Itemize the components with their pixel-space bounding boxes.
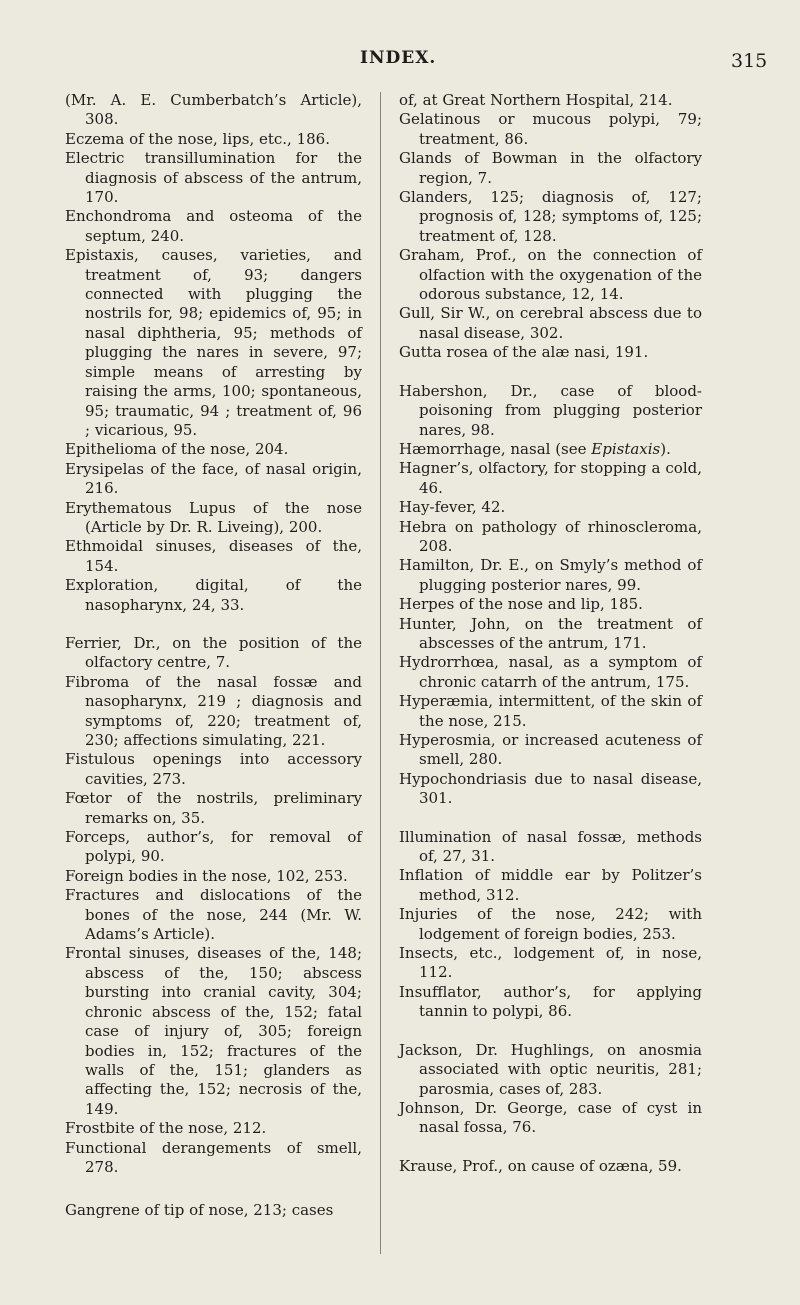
column-divider	[380, 92, 381, 1254]
index-entry: Hagner’s, olfactory, for stopping a cold, 46.	[399, 459, 702, 497]
entry-text: ).	[660, 439, 671, 458]
cross-reference: Epistaxis	[591, 439, 661, 458]
index-entry: Hyperæmia, intermittent, of the skin of the nose, 215.	[399, 692, 702, 730]
index-entry: Erysipelas of the face, of nasal origin, 216.	[65, 459, 362, 498]
index-entry: Foreign bodies in the nose, 102, 253.	[65, 866, 348, 885]
index-entry: Frostbite of the nose, 212.	[65, 1119, 267, 1138]
index-entry: Graham, Prof., on the connection of olfaction with the oxygenation of the odorous substance, 12, 14.	[399, 246, 702, 304]
page-header	[0, 48, 800, 78]
index-entry: Erythematous Lupus of the nose (Article by Dr. R. Liveing), 200.	[65, 498, 362, 536]
index-entry: Gangrene of tip of nose, 213; cases	[65, 1201, 334, 1220]
index-entry: Glands of Bowman in the olfactory region, 7.	[399, 149, 702, 187]
index-entry: Exploration, digital, of the nasopharynx, 24, 33.	[65, 576, 362, 614]
index-entry: Glanders, 125; diagnosis of, 127; prognosis of, 128; symptoms of, 125; treatment of, 128.	[399, 188, 702, 245]
running-title: INDEX.	[360, 48, 437, 68]
index-entry: (Mr. A. E. Cumberbatch’s Article), 308.	[65, 91, 362, 129]
index-entry: Eczema of the nose, lips, etc., 186.	[65, 129, 330, 148]
index-entry: Enchondroma and osteoma of the septum, 240.	[65, 207, 362, 245]
index-entry: Inflation of middle ear by Politzer’s method, 312.	[399, 866, 702, 904]
index-entry: Hay-fever, 42.	[399, 498, 506, 517]
index-entry: Johnson, Dr. George, case of cyst in nasal fossa, 76.	[399, 1098, 702, 1137]
index-entry: Fœtor of the nostrils, preliminary remarks on, 35.	[65, 789, 362, 827]
index-entry: Frontal sinuses, diseases of the, 148; abscess of the, 150; abscess bursting into cranial cavity, 304; chronic abscess of the, 152; fatal case of injury of, 305; foreign bodies in, 152; fractures of the walls of the, 151; glanders as affecting the, 152; necrosis of the, 149.	[65, 944, 362, 1118]
entry-text: Hæmorrhage, nasal (see	[399, 439, 592, 458]
index-entry: Krause, Prof., on cause of ozæna, 59.	[399, 1156, 682, 1175]
index-column-left	[65, 91, 362, 1221]
index-entry: Epithelioma of the nose, 204.	[65, 440, 289, 459]
index-entry: Forceps, author’s, for removal of polypi, 90.	[65, 828, 362, 866]
index-entry: Ethmoidal sinuses, diseases of the, 154.	[65, 537, 362, 575]
index-entry: Hunter, John, on the treatment of abscesses of the antrum, 171.	[399, 614, 702, 652]
index-entry: Jackson, Dr. Hughlings, on anosmia associated with optic neuritis, 281; parosmia, cases of, 283.	[399, 1040, 702, 1098]
index-entry	[399, 440, 702, 459]
index-entry: Hyperosmia, or increased acuteness of smell, 280.	[399, 731, 702, 769]
index-entry: Insufflator, author’s, for applying tannin to polypi, 86.	[399, 982, 702, 1021]
index-entry: Electric transillumination for the diagnosis of abscess of the antrum, 170.	[65, 149, 362, 207]
index-entry: Hypochondriasis due to nasal disease, 301.	[399, 769, 702, 808]
index-entry: Functional derangements of smell, 278.	[65, 1138, 362, 1176]
index-entry: Fractures and dislocations of the bones of the nose, 244 (Mr. W. Adams’s Article).	[65, 886, 362, 944]
index-entry: Insects, etc., lodgement of, in nose, 112.	[399, 944, 702, 982]
index-entry: Injuries of the nose, 242; with lodgement of foreign bodies, 253.	[399, 905, 702, 943]
index-entry: Hydrorrhœa, nasal, as a symptom of chronic catarrh of the antrum, 175.	[399, 653, 702, 691]
index-entry: Gutta rosea of the alæ nasi, 191.	[399, 343, 649, 362]
index-entry: Gull, Sir W., on cerebral abscess due to nasal disease, 302.	[399, 304, 702, 342]
index-column-right	[399, 91, 702, 1176]
index-entry: Habershon, Dr., case of blood-poisoning from plugging posterior nares, 98.	[399, 381, 702, 439]
index-entry: Ferrier, Dr., on the position of the olfactory centre, 7.	[65, 633, 362, 672]
index-entry: Herpes of the nose and lip, 185.	[399, 595, 643, 614]
index-entry: Fibroma of the nasal fossæ and nasopharynx, 219 ; diagnosis and symptoms of, 220; treatment of, 230; affections simulating, 221.	[65, 672, 362, 749]
index-entry: Illumination of nasal fossæ, methods of, 27, 31.	[399, 827, 702, 866]
index-entry: Gelatinous or mucous polypi, 79; treatment, 86.	[399, 110, 702, 148]
index-entry: Hamilton, Dr. E., on Smyly’s method of plugging posterior nares, 99.	[399, 556, 702, 594]
page-number: 315	[731, 50, 768, 72]
index-entry: of, at Great Northern Hospital, 214.	[399, 91, 673, 109]
index-entry: Epistaxis, causes, varieties, and treatment of, 93; dangers connected with plugging the nostrils for, 98; epidemics of, 95; in nasal diphtheria, 95; methods of plugging the nares in severe, 97; simple means of arresting by raising the arms, 100; spontaneous, 95; traumatic, 94 ; treatment of, 96 ; vicarious, 95.	[65, 246, 362, 439]
index-entry: Hebra on pathology of rhinoscleroma, 208.	[399, 517, 702, 555]
index-entry: Fistulous openings into accessory cavities, 273.	[65, 750, 362, 788]
